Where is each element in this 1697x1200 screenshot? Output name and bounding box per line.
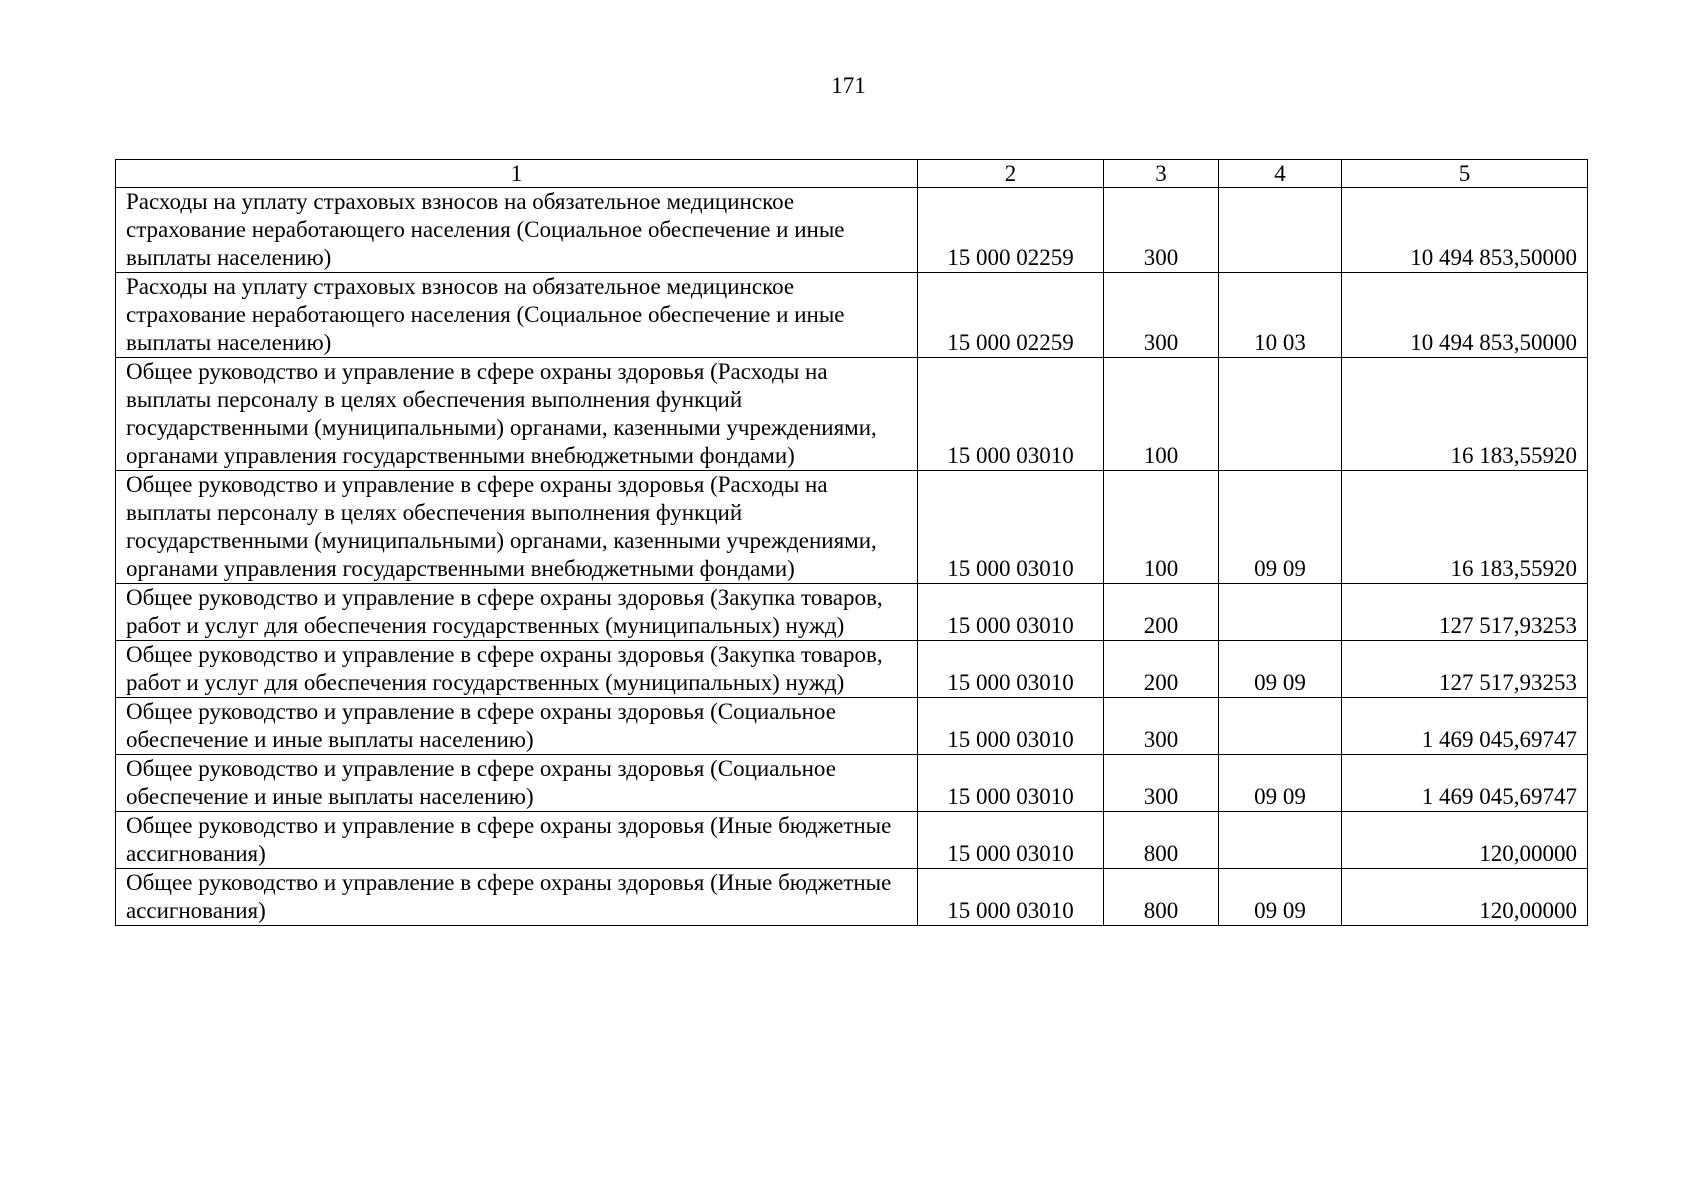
row-description: Общее руководство и управление в сфере охраны здоровья (Закупка товаров, работ и услуг для обеспечения государственных (муниципальных) нужд): [116, 584, 918, 641]
row-expense-type: 100: [1104, 358, 1219, 471]
table-header: [116, 160, 1588, 188]
table-row: [116, 869, 1588, 926]
row-expense-type: 100: [1104, 471, 1219, 584]
row-expense-type: 800: [1104, 869, 1219, 926]
column-header-expense-type: 3: [1104, 160, 1219, 188]
table-body: [116, 188, 1588, 926]
row-description: Общее руководство и управление в сфере охраны здоровья (Расходы на выплаты персоналу в целях обеспечения выполнения функций государственными (муниципальными) органами, казенными учреждениями, органами управления государственными внебюджетными фондами): [116, 471, 918, 584]
row-expense-type: 200: [1104, 641, 1219, 698]
row-target-code: 15 000 03010: [918, 358, 1104, 471]
row-description: Общее руководство и управление в сфере охраны здоровья (Расходы на выплаты персоналу в целях обеспечения выполнения функций государственными (муниципальными) органами, казенными учреждениями, органами управления государственными внебюджетными фондами): [116, 358, 918, 471]
row-expense-type: 300: [1104, 188, 1219, 273]
row-description: Общее руководство и управление в сфере охраны здоровья (Социальное обеспечение и иные выплаты населению): [116, 698, 918, 755]
row-section: [1219, 698, 1342, 755]
row-target-code: 15 000 03010: [918, 641, 1104, 698]
row-description: Расходы на уплату страховых взносов на обязательное медицинское страхование неработающего населения (Социальное обеспечение и иные выплаты населению): [116, 273, 918, 358]
row-section: 10 03: [1219, 273, 1342, 358]
row-section: [1219, 358, 1342, 471]
row-target-code: 15 000 03010: [918, 471, 1104, 584]
row-target-code: 15 000 03010: [918, 869, 1104, 926]
column-header-code: 2: [918, 160, 1104, 188]
row-section: 09 09: [1219, 869, 1342, 926]
row-target-code: 15 000 03010: [918, 584, 1104, 641]
row-amount: 127 517,93253: [1342, 584, 1588, 641]
table-row: [116, 188, 1588, 273]
row-amount: 16 183,55920: [1342, 471, 1588, 584]
row-expense-type: 300: [1104, 755, 1219, 812]
row-amount: 10 494 853,50000: [1342, 188, 1588, 273]
row-description: Расходы на уплату страховых взносов на обязательное медицинское страхование неработающего населения (Социальное обеспечение и иные выплаты населению): [116, 188, 918, 273]
table-row: [116, 812, 1588, 869]
row-target-code: 15 000 03010: [918, 698, 1104, 755]
table-row: [116, 698, 1588, 755]
row-section: [1219, 584, 1342, 641]
row-amount: 127 517,93253: [1342, 641, 1588, 698]
row-target-code: 15 000 03010: [918, 755, 1104, 812]
column-header-section: 4: [1219, 160, 1342, 188]
row-amount: 10 494 853,50000: [1342, 273, 1588, 358]
row-expense-type: 300: [1104, 273, 1219, 358]
row-section: 09 09: [1219, 755, 1342, 812]
table-row: [116, 641, 1588, 698]
table-row: [116, 273, 1588, 358]
row-description: Общее руководство и управление в сфере охраны здоровья (Социальное обеспечение и иные выплаты населению): [116, 755, 918, 812]
row-target-code: 15 000 02259: [918, 273, 1104, 358]
row-description: Общее руководство и управление в сфере охраны здоровья (Иные бюджетные ассигнования): [116, 812, 918, 869]
row-expense-type: 300: [1104, 698, 1219, 755]
table-row: [116, 358, 1588, 471]
row-description: Общее руководство и управление в сфере охраны здоровья (Иные бюджетные ассигнования): [116, 869, 918, 926]
table-row: [116, 471, 1588, 584]
row-target-code: 15 000 03010: [918, 812, 1104, 869]
column-header-description: 1: [116, 160, 918, 188]
row-amount: 1 469 045,69747: [1342, 698, 1588, 755]
row-amount: 1 469 045,69747: [1342, 755, 1588, 812]
row-description: Общее руководство и управление в сфере охраны здоровья (Закупка товаров, работ и услуг для обеспечения государственных (муниципальных) нужд): [116, 641, 918, 698]
row-expense-type: 200: [1104, 584, 1219, 641]
row-target-code: 15 000 02259: [918, 188, 1104, 273]
table-row: [116, 755, 1588, 812]
row-amount: 120,00000: [1342, 869, 1588, 926]
row-amount: 120,00000: [1342, 812, 1588, 869]
row-section: 09 09: [1219, 471, 1342, 584]
column-header-amount: 5: [1342, 160, 1588, 188]
table-row: [116, 584, 1588, 641]
row-section: [1219, 188, 1342, 273]
row-expense-type: 800: [1104, 812, 1219, 869]
row-amount: 16 183,55920: [1342, 358, 1588, 471]
header-row: [116, 160, 1588, 188]
row-section: 09 09: [1219, 641, 1342, 698]
row-section: [1219, 812, 1342, 869]
budget-table: [115, 159, 1588, 926]
page-number: 171: [831, 73, 866, 98]
